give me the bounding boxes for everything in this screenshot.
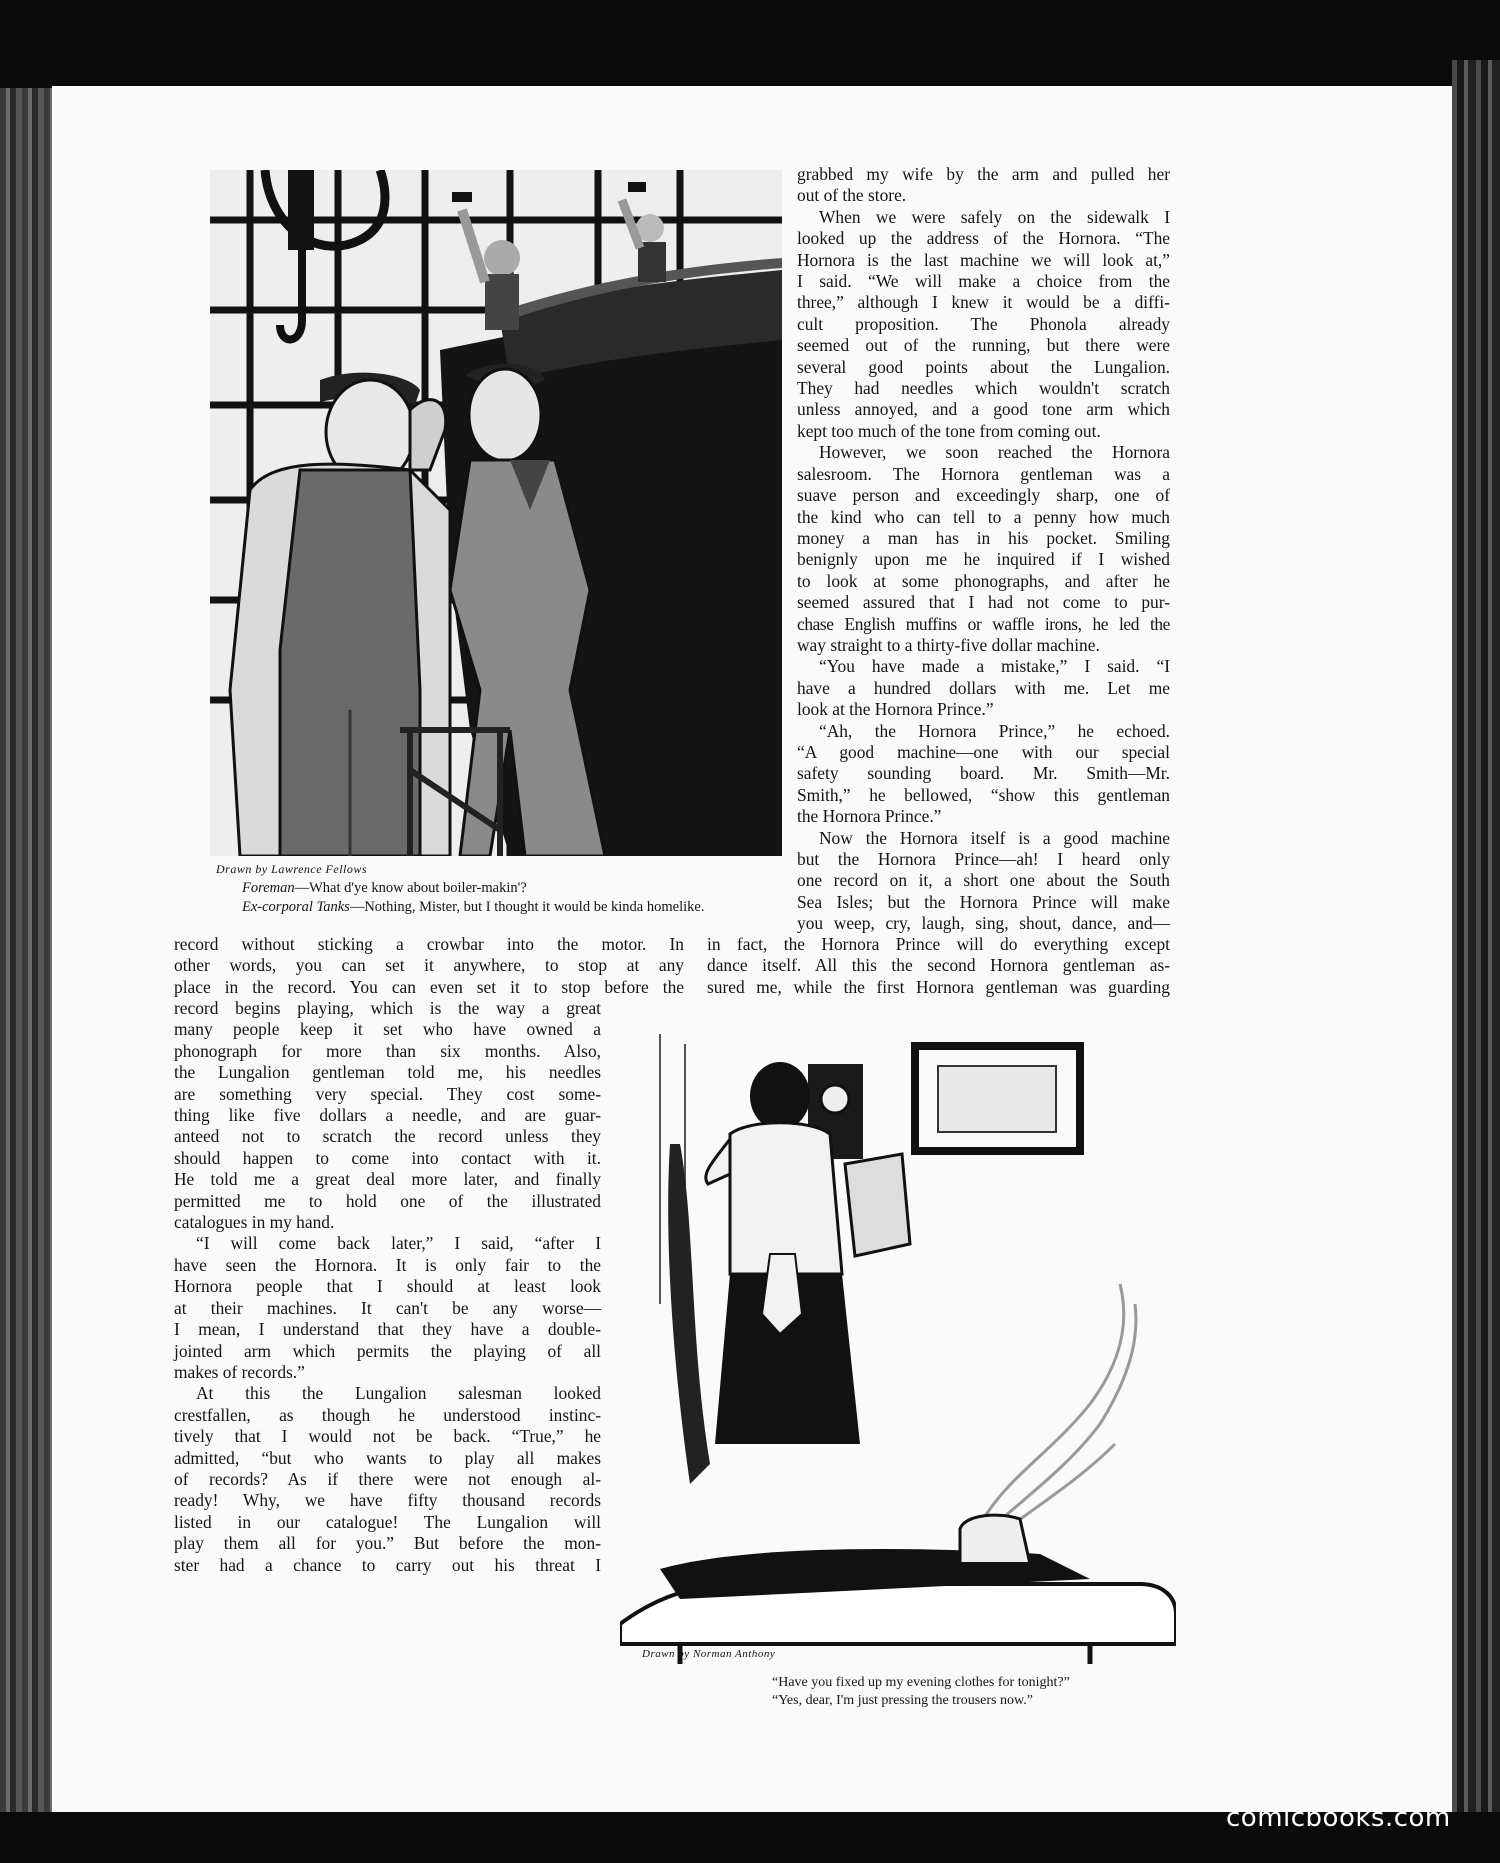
text-line: place in the record. You can even set it to stop before the [174,976,684,997]
text-line: of records? As if there were not enough al- [174,1468,601,1489]
text-line: record begins playing, which is the way a great [174,998,601,1018]
text-line: are something very special. They cost some- [174,1083,601,1104]
magazine-page [52,86,1452,1812]
text-line: tively that I would not be back. “True,” he [174,1426,601,1447]
text-line: should happen to come into contact with it. [174,1147,601,1168]
text-line: “You have made a mistake,” I said. “I [819,656,1170,677]
text-line: makes of records.” [174,1361,305,1382]
text-line: Sea Isles; but the Hornora Prince will make [797,891,1170,912]
illustration-caption-top [242,879,704,917]
text-line: “Ah, the Hornora Prince,” he echoed. [819,720,1170,741]
right-column-continuation [707,934,1170,998]
text-line: However, we soon reached the Hornora [819,442,1170,463]
ironing-board-illustration [620,1024,1176,1664]
text-line: I said. “We will make a choice from the [797,271,1170,292]
text-line: the Hornora Prince.” [797,806,942,827]
text-line: thing like five dollars a needle, and are guar- [174,1105,601,1126]
text-line: salesroom. The Hornora gentleman was a [797,463,1170,484]
text-line: have a hundred dollars with me. Let me [797,677,1170,698]
text-line: ready! Why, we have fifty thousand records [174,1490,601,1511]
text-line: phonograph for more than six months. Also, [174,1040,601,1061]
text-line: seemed assured that I had not come to pur- [797,592,1170,613]
text-line: “A good machine—one with our special [797,741,1170,762]
text-line: out of the store. [797,185,907,206]
text-line: jointed arm which permits the playing of all [174,1340,601,1361]
left-column-main [174,998,601,1576]
text-line: three,” although I knew it would be a diffi- [797,292,1170,313]
text-line: look at the Hornora Prince.” [797,699,994,720]
text-line: Smith,” he bellowed, “show this gentleman [797,784,1170,805]
text-line: other words, you can set it anywhere, to stop at any [174,955,684,976]
caption-text: What d'ye know about boiler-makin'? [309,880,527,896]
text-line: Hornora is the last machine we will look at,” [797,249,1170,270]
text-line: anteed not to scratch the record unless they [174,1126,601,1147]
text-line: suave person and exceedingly sharp, one of [797,485,1170,506]
caption-text: Nothing, Mister, but I thought it would be kinda homelike. [364,899,705,915]
text-line: way straight to a thirty-five dollar machine. [797,634,1100,655]
caption-speaker: Ex-corporal Tanks [242,899,350,915]
book-spine-left [0,88,52,1812]
illustration-credit-bottom: Drawn by Norman Anthony [642,1648,776,1660]
text-line: sured me, while the first Hornora gentleman was guarding [707,976,1170,997]
text-line: at their machines. It can't be any worse— [174,1297,601,1318]
text-line: They had needles which wouldn't scratch [797,378,1170,399]
caption-line: Foreman—What d'ye know about boiler-makin'? [242,880,527,896]
text-line: in fact, the Hornora Prince will do everything except [707,934,1170,954]
text-line: admitted, “but who wants to play all makes [174,1447,601,1468]
text-line: kept too much of the tone from coming out. [797,420,1101,441]
site-watermark: comicbooks.com [1226,1803,1451,1833]
text-line: He told me a great deal more later, and finally [174,1169,601,1190]
text-line: At this the Lungalion salesman looked [196,1383,601,1404]
text-line: many people keep it set who have owned a [174,1019,601,1040]
text-line: one record on it, a short one about the South [797,870,1170,891]
text-line: the kind who can tell to a penny how much [797,506,1170,527]
text-line: Now the Hornora itself is a good machine [819,827,1170,848]
text-line: ster had a chance to carry out his threat I [174,1554,601,1575]
caption-line: “Yes, dear, I'm just pressing the trousers now.” [772,1693,1033,1708]
text-line: the Lungalion gentleman told me, his needles [174,1062,601,1083]
caption-line: “Have you fixed up my evening clothes for tonight?” [772,1675,1070,1690]
illustration-credit-top: Drawn by Lawrence Fellows [216,862,368,876]
caption-line: Ex-corporal Tanks—Nothing, Mister, but I thought it would be kinda homelike. [242,899,705,915]
text-line: When we were safely on the sidewalk I [819,206,1170,227]
text-line: Hornora people that I should at least look [174,1276,601,1297]
right-column-top [797,164,1170,935]
illustration-caption-bottom [772,1674,1070,1710]
text-line: dance itself. All this the second Hornora gentleman as- [707,955,1170,976]
boiler-makers-illustration [210,170,782,856]
text-line: permitted me to hold one of the illustrated [174,1190,601,1211]
text-line: seemed out of the running, but there were [797,335,1170,356]
book-spine-right [1452,60,1500,1812]
text-line: play them all for you.” But before the mon- [174,1533,601,1554]
text-line: benignly upon me he inquired if I wished [797,549,1170,570]
text-line: chase English muffins or waffle irons, he led the [797,613,1170,634]
scan-border-top [0,0,1500,88]
text-line: catalogues in my hand. [174,1212,335,1233]
text-line: looked up the address of the Hornora. “The [797,228,1170,249]
text-line: grabbed my wife by the arm and pulled her [797,164,1170,184]
text-line: unless annoyed, and a good tone arm which [797,399,1170,420]
text-line: listed in our catalogue! The Lungalion will [174,1511,601,1532]
caption-speaker: Foreman [242,880,295,896]
text-line: several good points about the Lungalion. [797,356,1170,377]
text-line: but the Hornora Prince—ah! I heard only [797,849,1170,869]
text-line: safety sounding board. Mr. Smith—Mr. [797,763,1170,784]
text-line: you weep, cry, laugh, sing, shout, dance, and— [797,913,1170,934]
text-line: cult proposition. The Phonola already [797,313,1170,334]
text-line: have seen the Hornora. It is only fair to the [174,1254,601,1275]
text-line: money a man has in his pocket. Smiling [797,527,1170,548]
text-line: record without sticking a crowbar into the motor. In [174,934,684,954]
text-line: to look at some phonographs, and after he [797,570,1170,591]
left-column-top [174,934,684,998]
text-line: “I will come back later,” I said, “after I [196,1233,601,1254]
text-line: crestfallen, as though he understood instinc- [174,1404,601,1425]
text-line: I mean, I understand that they have a double- [174,1319,601,1340]
